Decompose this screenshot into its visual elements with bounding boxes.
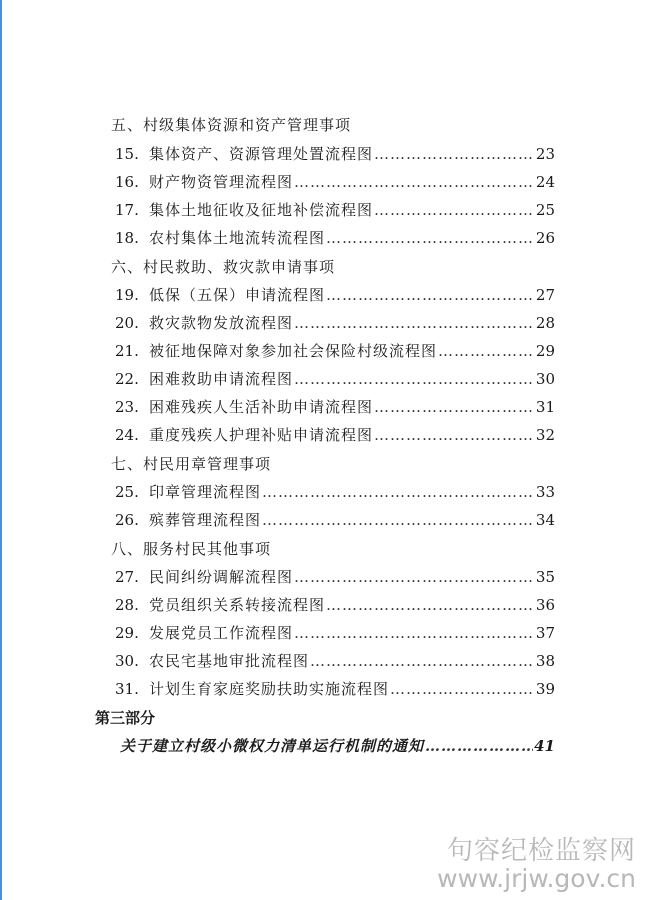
- dot-leader: [374, 425, 535, 445]
- dot-leader: [326, 228, 535, 248]
- dot-leader: [326, 285, 535, 305]
- dot-leader: [390, 679, 535, 699]
- entry-number: 28.: [115, 596, 139, 614]
- entry-page: 33: [535, 483, 555, 501]
- entry-title: 集体资产、资源管理处置流程图: [149, 145, 374, 163]
- section-heading-8: 八、服务村民其他事项: [111, 540, 272, 558]
- dot-leader: [294, 369, 535, 389]
- toc-entry-19[interactable]: [115, 285, 555, 305]
- entry-title: 发展党员工作流程图: [149, 624, 294, 642]
- watermark-site-name: 句容纪检监察网: [446, 836, 636, 866]
- section-heading-5: 五、村级集体资源和资产管理事项: [111, 116, 352, 134]
- toc-entry-16[interactable]: [115, 172, 555, 192]
- toc-entry-24[interactable]: [115, 425, 555, 445]
- entry-page: 27: [535, 286, 555, 304]
- entry-number: 21.: [115, 342, 139, 360]
- entry-page: 23: [535, 145, 555, 163]
- entry-number: 23.: [115, 398, 139, 416]
- entry-title: 困难救助申请流程图: [149, 370, 294, 388]
- entry-number: 16.: [115, 173, 139, 191]
- entry-number: 15.: [115, 145, 139, 163]
- toc-entry-29[interactable]: [115, 623, 555, 643]
- dot-leader: [262, 482, 535, 502]
- toc-entry-28[interactable]: [115, 595, 555, 615]
- toc-entry-22[interactable]: [115, 369, 555, 389]
- dot-leader: [262, 510, 535, 530]
- entry-page: 31: [535, 398, 555, 416]
- notice-page: 41: [534, 737, 555, 755]
- entry-page: 28: [535, 314, 555, 332]
- entry-number: 26.: [115, 511, 139, 529]
- entry-title: 农民宅基地审批流程图: [149, 652, 310, 670]
- toc-entry-26[interactable]: [115, 510, 555, 530]
- entry-title: 低保（五保）申请流程图: [149, 286, 326, 304]
- entry-page: 25: [535, 201, 555, 219]
- dot-leader: [326, 595, 535, 615]
- dot-leader: [294, 567, 535, 587]
- entry-page: 32: [535, 426, 555, 444]
- toc-entry-27[interactable]: [115, 567, 555, 587]
- entry-page: 26: [535, 229, 555, 247]
- entry-title: 困难残疾人生活补助申请流程图: [149, 398, 374, 416]
- section-heading-7: 七、村民用章管理事项: [111, 455, 272, 473]
- entry-number: 30.: [115, 652, 139, 670]
- entry-page: 35: [535, 568, 555, 586]
- dot-leader: [294, 172, 535, 192]
- entry-number: 22.: [115, 370, 139, 388]
- entry-title: 印章管理流程图: [149, 483, 262, 501]
- dot-leader: [438, 341, 535, 361]
- notice-title: 关于建立村级小微权力清单运行机制的通知: [120, 737, 425, 755]
- toc-entry-31[interactable]: [115, 679, 555, 699]
- entry-number: 24.: [115, 426, 139, 444]
- dot-leader: [294, 313, 535, 333]
- entry-page: 39: [535, 680, 555, 698]
- entry-number: 27.: [115, 568, 139, 586]
- dot-leader: [374, 144, 535, 164]
- dot-leader: [425, 736, 533, 756]
- entry-title: 财产物资管理流程图: [149, 173, 294, 191]
- entry-page: 38: [535, 652, 555, 670]
- watermark-site-url: www.jrjw.gov.cn: [437, 864, 636, 893]
- toc-entry-20[interactable]: [115, 313, 555, 333]
- dot-leader: [294, 623, 535, 643]
- toc-entry-17[interactable]: [115, 200, 555, 220]
- toc-entry-23[interactable]: [115, 397, 555, 417]
- entry-page: 30: [535, 370, 555, 388]
- entry-number: 31.: [115, 680, 139, 698]
- toc-entry-21[interactable]: [115, 341, 555, 361]
- entry-title: 集体土地征收及征地补偿流程图: [149, 201, 374, 219]
- entry-title: 殡葬管理流程图: [149, 511, 262, 529]
- entry-number: 20.: [115, 314, 139, 332]
- toc-entry-25[interactable]: [115, 482, 555, 502]
- part-three-heading: 第三部分: [95, 709, 156, 727]
- dot-leader: [374, 397, 535, 417]
- entry-title: 计划生育家庭奖励扶助实施流程图: [149, 680, 390, 698]
- entry-title: 救灾款物发放流程图: [149, 314, 294, 332]
- entry-page: 29: [535, 342, 555, 360]
- toc-entry-notice[interactable]: [120, 736, 555, 756]
- entry-page: 24: [535, 173, 555, 191]
- entry-number: 25.: [115, 483, 139, 501]
- entry-number: 17.: [115, 201, 139, 219]
- entry-page: 36: [535, 596, 555, 614]
- toc-entry-30[interactable]: [115, 651, 555, 671]
- toc-entry-18[interactable]: [115, 228, 555, 248]
- entry-title: 重度残疾人护理补贴申请流程图: [149, 426, 374, 444]
- entry-title: 被征地保障对象参加社会保险村级流程图: [149, 342, 438, 360]
- entry-number: 18.: [115, 229, 139, 247]
- toc-entry-15[interactable]: [115, 144, 555, 164]
- entry-title: 民间纠纷调解流程图: [149, 568, 294, 586]
- dot-leader: [374, 200, 535, 220]
- section-heading-6: 六、村民救助、救灾款申请事项: [111, 258, 336, 276]
- entry-title: 农村集体土地流转流程图: [149, 229, 326, 247]
- entry-page: 34: [535, 511, 555, 529]
- entry-number: 19.: [115, 286, 139, 304]
- entry-number: 29.: [115, 624, 139, 642]
- dot-leader: [310, 651, 535, 671]
- entry-page: 37: [535, 624, 555, 642]
- entry-title: 党员组织关系转接流程图: [149, 596, 326, 614]
